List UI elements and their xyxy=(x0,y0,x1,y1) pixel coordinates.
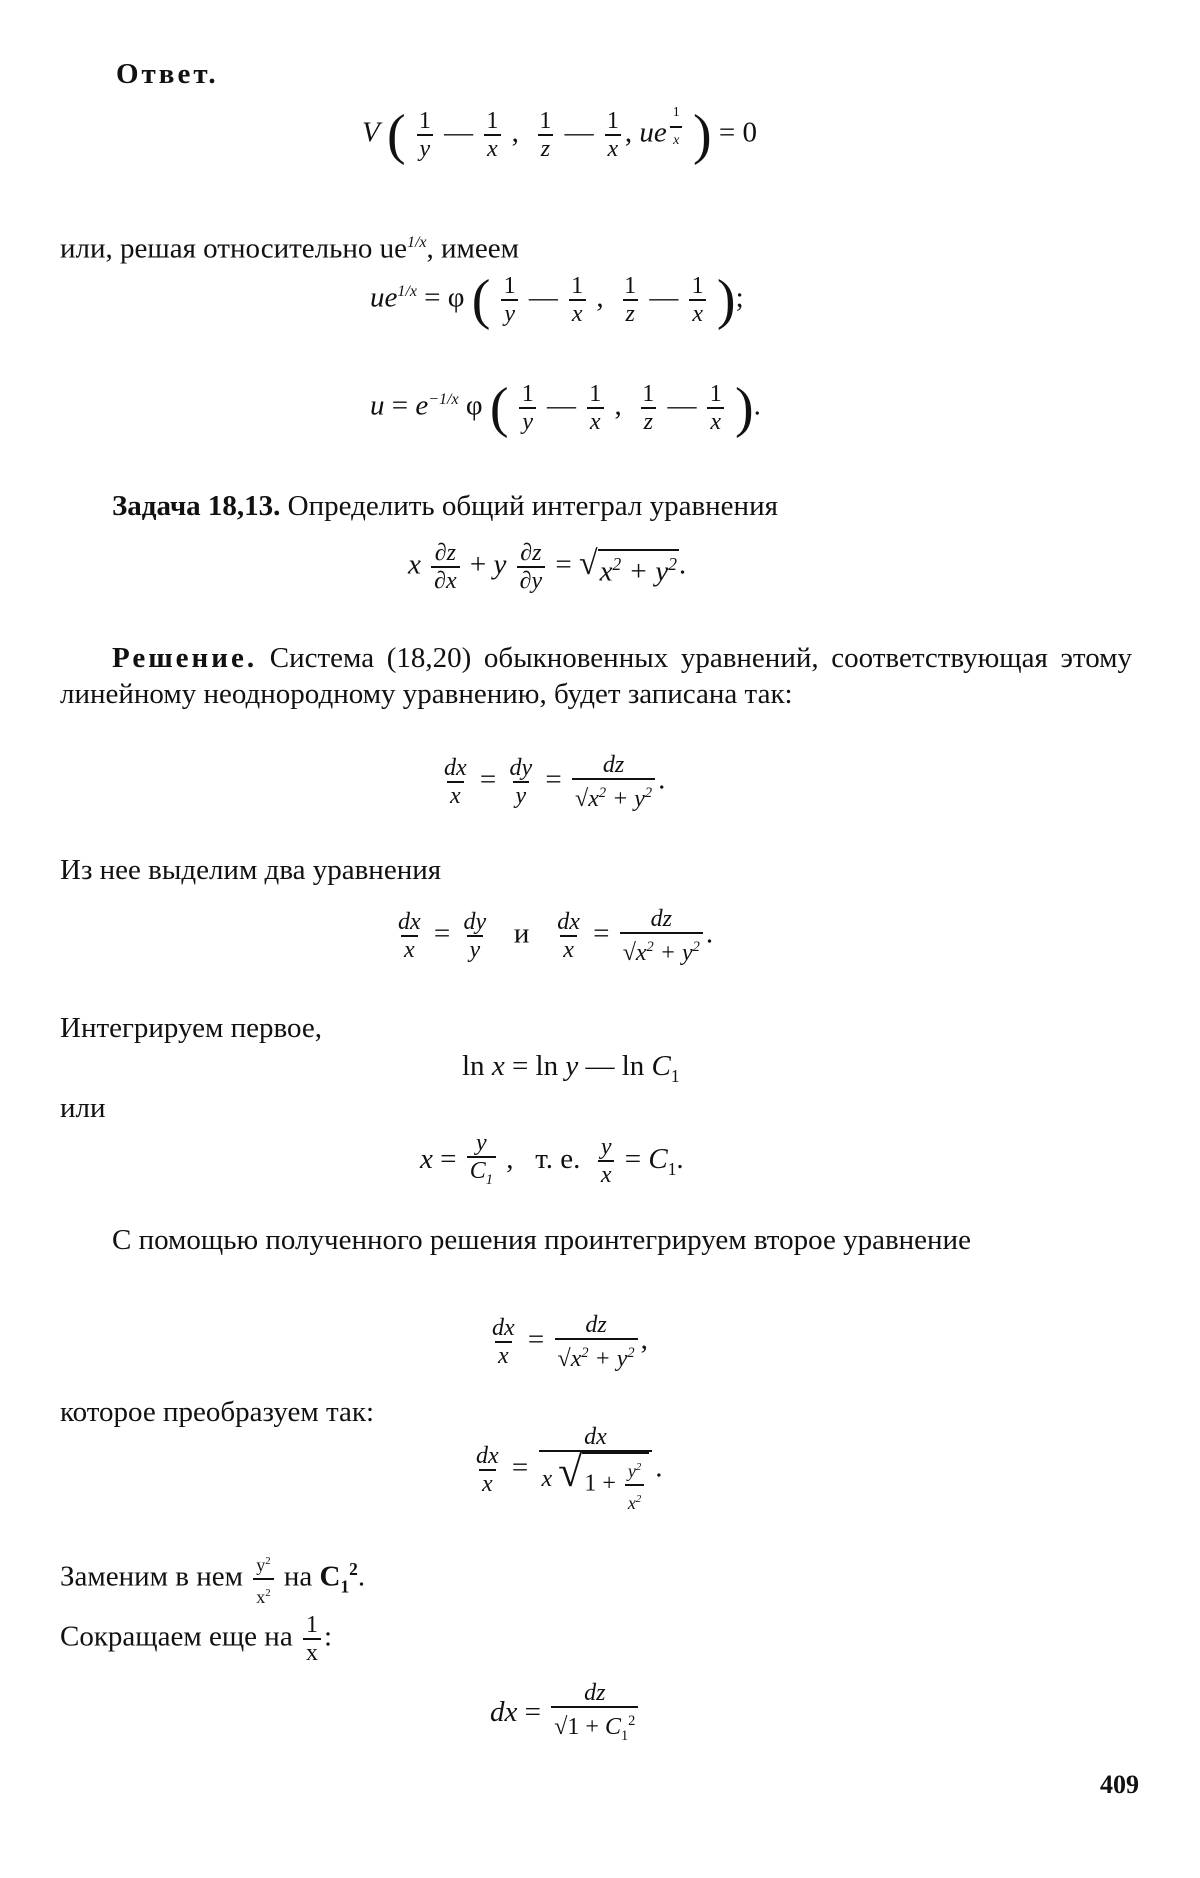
text-integrate: Интегрируем первое, xyxy=(60,1012,322,1044)
solution-label: Решение. xyxy=(112,642,258,674)
equation-task: x $\frac{\partial z}{\partial x}$ + y $\frac{\partial z}{\partial y}$ = √ $x^2 + y^2$ . xyxy=(408,540,687,594)
solution-paragraph xyxy=(60,640,1132,712)
text-or: или xyxy=(60,1092,106,1124)
solution-text: Система (18,20) обыкновенных уравнений, соответствующая этому линейному неоднородному уравнению, будет записана так: xyxy=(60,642,1132,710)
and-word: и xyxy=(513,917,530,950)
equation-final: dx = $\frac{dz}{√1 + C_1^2}$ xyxy=(490,1680,641,1749)
ie-word: т. е. xyxy=(535,1143,581,1176)
text-or-solving-tail: , имеем xyxy=(426,232,519,265)
equation-second: $\frac{dx}{x}$ = $\frac{dz}{√x^2 + y^2}$ , xyxy=(492,1312,648,1372)
task-title: Задача 18,13. xyxy=(112,490,281,522)
equation-answer: V ( $\frac{1}{y}$ — $\frac{1}{x}$ , $\frac{1}{z}$ — $\frac{1}{x}$ , ue $^{\frac{1}{x}}$ ) = 0 xyxy=(362,104,758,166)
equation-ln: ln x = ln y — $\ln C_1$ xyxy=(462,1050,680,1086)
text-reduce: Сокращаем еще на $\frac{1}{x}$ : xyxy=(60,1612,333,1666)
equation-transformed: $\frac{dx}{x}$ = dx x √ 1 + $\frac{y^2}{x^2}$ . xyxy=(470,1424,663,1516)
equation-c1: x = $\frac{y}{C_1}$ , т. е. $\frac{y}{x}$ = $C_1$. xyxy=(420,1130,684,1193)
text-replace-a: Заменим в нем xyxy=(60,1560,243,1593)
text-extract: Из нее выделим два уравнения xyxy=(60,854,442,886)
text-or-solving xyxy=(60,225,519,267)
text-transform: которое преобразуем так: xyxy=(60,1396,375,1428)
text-replace-b: на xyxy=(283,1560,313,1593)
task-text: Определить общий интеграл уравнения xyxy=(287,490,778,522)
equation-system: $\frac{dx}{x}$ = $\frac{dy}{y}$ = $\frac{dz}{√x^2 + y^2}$ . xyxy=(444,752,666,812)
task-line xyxy=(112,488,778,524)
text-or-solving-main: или, решая относительно ue xyxy=(60,232,407,265)
page-number: 409 xyxy=(1100,1770,1139,1799)
text-reduce-main: Сокращаем еще на xyxy=(60,1620,293,1653)
equation-two: $\frac{dx}{x}$ = $\frac{dy}{y}$ и $\frac{dx}{x}$ = $\frac{dz}{√x^2 + y^2}$ . xyxy=(398,906,714,966)
text-replace: Заменим в нем $\frac{y^2}{x^2}$ на $C_1^2$. xyxy=(60,1548,365,1610)
equation-phi-1: $ue^{1/x} = \varphi$ ( $\frac{1}{y}$ — $\frac{1}{x}$ , $\frac{1}{z}$ — $\frac{1}{x}$ ); xyxy=(370,269,744,331)
equation-phi-2: $u = e^{-1/x}$ φ ( $\frac{1}{y}$ — $\frac{1}{x}$ , $\frac{1}{z}$ — $\frac{1}{x}$ ). xyxy=(370,377,761,439)
answer-heading: Ответ. xyxy=(116,58,219,90)
text-or-solving-exponent: 1/x xyxy=(406,234,427,251)
text-with-help: С помощью полученного решения проинтегрируем второе уравнение xyxy=(112,1224,971,1256)
